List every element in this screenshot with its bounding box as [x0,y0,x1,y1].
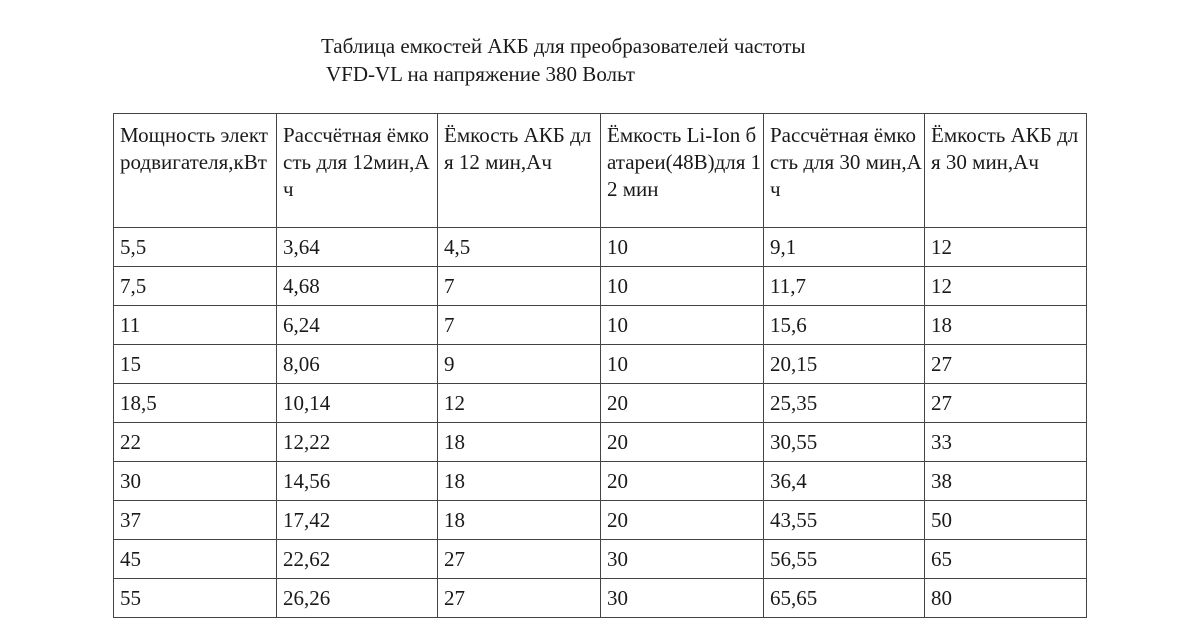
table-cell: 27 [438,579,601,618]
table-cell: 11,7 [764,267,925,306]
table-cell: 18 [925,306,1087,345]
table-cell: 43,55 [764,501,925,540]
table-cell: 6,24 [277,306,438,345]
table-cell: 36,4 [764,462,925,501]
table-cell: 27 [925,345,1087,384]
table-row [114,462,1087,501]
table-cell: 55 [114,579,277,618]
header-calc-capacity-30min: Рассчётная ёмкость для 30 мин,Ач [764,114,925,228]
table-cell: 22,62 [277,540,438,579]
table-row [114,306,1087,345]
table-cell: 12 [438,384,601,423]
table-cell: 20 [601,462,764,501]
table-cell: 14,56 [277,462,438,501]
table-cell: 20 [601,384,764,423]
table-cell: 10 [601,345,764,384]
table-cell: 17,42 [277,501,438,540]
title-line-2: VFD-VL на напряжение 380 Вольт [326,62,635,86]
table-cell: 20 [601,423,764,462]
table-cell: 80 [925,579,1087,618]
table-cell: 10 [601,228,764,267]
table-cell: 18,5 [114,384,277,423]
table-row [114,423,1087,462]
title-line-1: Таблица емкостей АКБ для преобразователей частоты [321,34,806,58]
table-cell: 3,64 [277,228,438,267]
table-cell: 15,6 [764,306,925,345]
table-cell: 27 [925,384,1087,423]
table-cell: 25,35 [764,384,925,423]
table-cell: 9 [438,345,601,384]
battery-capacity-table [113,113,1087,618]
table-cell: 7 [438,306,601,345]
table-cell: 22 [114,423,277,462]
table-cell: 12 [925,228,1087,267]
table-cell: 9,1 [764,228,925,267]
table-row [114,384,1087,423]
table-cell: 30 [601,579,764,618]
table-row [114,228,1087,267]
table-cell: 65 [925,540,1087,579]
table-cell: 15 [114,345,277,384]
header-calc-capacity-12min: Рассчётная ёмкость для 12мин,Ач [277,114,438,228]
table-cell: 18 [438,501,601,540]
table-cell: 7,5 [114,267,277,306]
table-row [114,579,1087,618]
header-li-ion-capacity-12min: Ёмкость Li-Ion батареи(48В)для 12 мин [601,114,764,228]
table-cell: 30 [601,540,764,579]
header-battery-capacity-30min: Ёмкость АКБ для 30 мин,Ач [925,114,1087,228]
header-battery-capacity-12min: Ёмкость АКБ для 12 мин,Ач [438,114,601,228]
table-cell: 8,06 [277,345,438,384]
table-cell: 12,22 [277,423,438,462]
table-cell: 4,68 [277,267,438,306]
table-row [114,501,1087,540]
table-cell: 38 [925,462,1087,501]
table-cell: 12 [925,267,1087,306]
table-row [114,345,1087,384]
table-cell: 18 [438,423,601,462]
table-cell: 7 [438,267,601,306]
table-cell: 20,15 [764,345,925,384]
table-cell: 45 [114,540,277,579]
table-cell: 10 [601,306,764,345]
table-cell: 18 [438,462,601,501]
table-cell: 37 [114,501,277,540]
table-body [114,228,1087,618]
table-cell: 26,26 [277,579,438,618]
table-cell: 30,55 [764,423,925,462]
table-row [114,267,1087,306]
table-cell: 33 [925,423,1087,462]
header-motor-power: Мощность электродвигателя,кВт [114,114,277,228]
table-cell: 4,5 [438,228,601,267]
table-cell: 10 [601,267,764,306]
table-cell: 27 [438,540,601,579]
table-cell: 5,5 [114,228,277,267]
table-cell: 50 [925,501,1087,540]
table-cell: 11 [114,306,277,345]
table-cell: 30 [114,462,277,501]
table-cell: 20 [601,501,764,540]
table-row [114,540,1087,579]
table-header-row [114,114,1087,228]
table-cell: 10,14 [277,384,438,423]
table-cell: 65,65 [764,579,925,618]
table-cell: 56,55 [764,540,925,579]
